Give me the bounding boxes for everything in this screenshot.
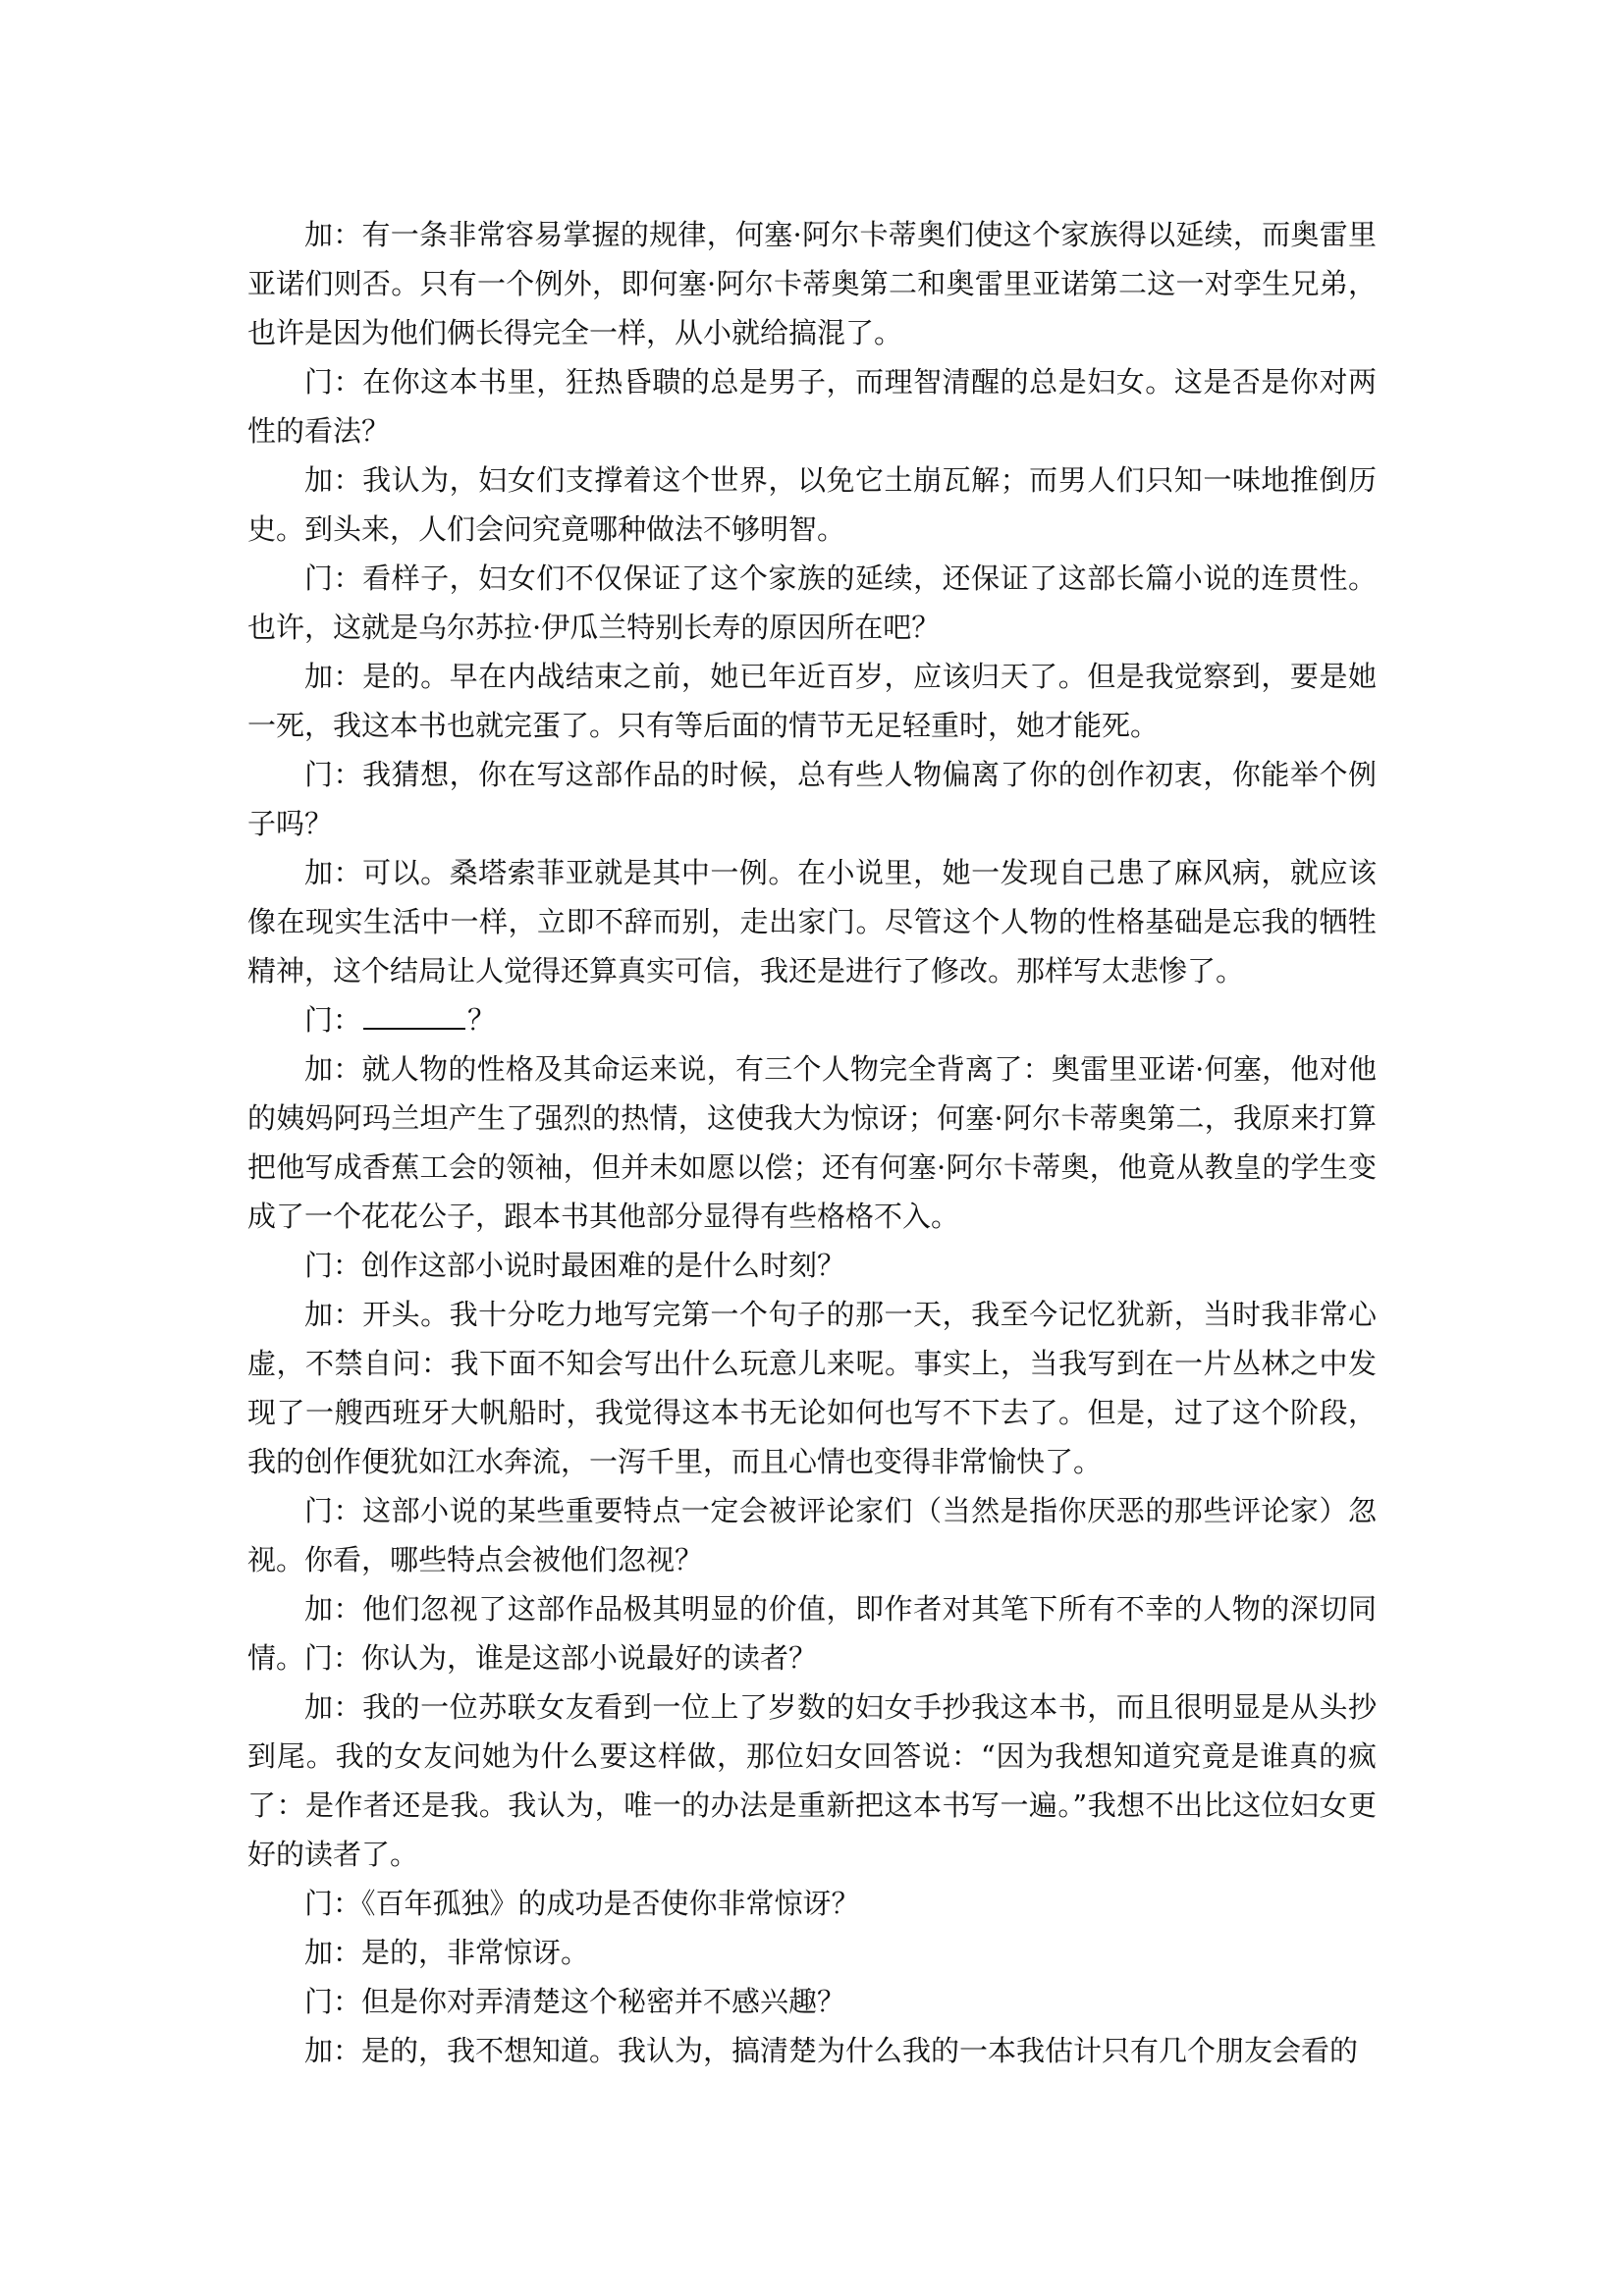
paragraph-text: 他们忽视了这部作品极其明显的价值，即作者对其笔下所有不幸的人物的深切同情。门：你认为，谁是这部小说最好的读者？ (247, 1592, 1377, 1675)
paragraph-15 (247, 1879, 1377, 1928)
separator: ： (333, 463, 363, 497)
paragraph-6 (247, 750, 1377, 848)
speaker-label: 加 (304, 1298, 334, 1331)
question-mark: ？ (467, 1003, 497, 1037)
separator: ： (333, 1887, 362, 1920)
speaker-label: 加 (304, 2034, 334, 2067)
speaker-label: 加 (304, 660, 334, 693)
speaker-label: 加 (304, 1936, 334, 1969)
paragraph-1 (247, 210, 1377, 357)
separator: ： (333, 561, 363, 595)
separator: ： (333, 856, 363, 889)
paragraph-4 (247, 554, 1377, 652)
paragraph-text: 是的，我不想知道。我认为，搞清楚为什么我的一本我估计只有几个朋友会看的 (361, 2034, 1359, 2067)
paragraph-text: 我的一位苏联女友看到一位上了岁数的妇女手抄我这本书，而且很明显是从头抄到尾。我的女友问她为什么要这样做，那位妇女回答说：“因为我想知道究竟是谁真的疯了：是作者还是我。我认为，唯一的办法是重新把这本书写一遍。”我想不出比这位妇女更好的读者了。 (247, 1690, 1377, 1871)
paragraph-2 (247, 357, 1377, 455)
separator: ： (333, 218, 362, 251)
speaker-label: 加 (304, 218, 334, 251)
paragraph-3 (247, 455, 1377, 554)
paragraph-text: 我猜想，你在写这部作品的时候，总有些人物偏离了你的创作初衷，你能举个例子吗？ (247, 758, 1377, 840)
separator: ： (333, 1003, 362, 1037)
paragraph-7 (247, 848, 1377, 995)
paragraph-13 (247, 1584, 1377, 1682)
paragraph-text: 就人物的性格及其命运来说，有三个人物完全背离了：奥雷里亚诺·何塞，他对他的姨妈阿玛兰坦产生了强烈的热情，这使我大为惊讶；何塞·阿尔卡蒂奥第二，我原来打算把他写成香蕉工会的领袖，但并未如愿以偿；还有何塞·阿尔卡蒂奥，他竟从教皇的学生变成了一个花花公子，跟本书其他部分显得有些格格不入。 (247, 1052, 1377, 1233)
paragraph-text: 创作这部小说时最困难的是什么时刻？ (361, 1249, 846, 1282)
separator: ： (333, 1690, 363, 1724)
separator: ： (333, 2034, 362, 2067)
speaker-label: 门 (304, 1985, 334, 2018)
paragraph-text: 但是你对弄清楚这个秘密并不感兴趣？ (361, 1985, 846, 2018)
speaker-label: 加 (304, 463, 334, 497)
paragraph-18 (247, 2026, 1377, 2075)
paragraph-text: 《百年孤独》的成功是否使你非常惊讶？ (361, 1887, 860, 1920)
speaker-label: 门 (304, 1494, 334, 1527)
paragraph-10 (247, 1241, 1377, 1290)
speaker-label: 门 (304, 1887, 334, 1920)
paragraph-text: 是的。早在内战结束之前，她已年近百岁，应该归天了。但是我觉察到，要是她一死，我这本书也就完蛋了。只有等后面的情节无足轻重时，她才能死。 (247, 660, 1377, 742)
speaker-label: 加 (304, 1690, 334, 1724)
separator: ： (333, 758, 363, 791)
paragraph-text: 这部小说的某些重要特点一定会被评论家们（当然是指你厌恶的那些评论家）忽视。你看，哪些特点会被他们忽视？ (247, 1494, 1377, 1576)
paragraph-text: 我认为，妇女们支撑着这个世界，以免它土崩瓦解；而男人们只知一味地推倒历史。到头来，人们会问究竟哪种做法不够明智。 (247, 463, 1377, 546)
paragraph-9 (247, 1044, 1377, 1241)
separator: ： (333, 1052, 362, 1086)
speaker-label: 门 (304, 561, 334, 595)
speaker-label: 加 (304, 856, 334, 889)
paragraph-text: 可以。桑塔索菲亚就是其中一例。在小说里，她一发现自己患了麻风病，就应该像在现实生活中一样，立即不辞而别，走出家门。尽管这个人物的性格基础是忘我的牺牲精神，这个结局让人觉得还算真实可信，我还是进行了修改。那样写太悲惨了。 (247, 856, 1377, 988)
speaker-label: 门 (304, 365, 334, 399)
paragraph-text: 在你这本书里，狂热昏聩的总是男子，而理智清醒的总是妇女。这是否是你对两性的看法？ (247, 365, 1377, 448)
paragraph-text: 有一条非常容易掌握的规律，何塞·阿尔卡蒂奥们使这个家族得以延续，而奥雷里亚诺们则否。只有一个例外，即何塞·阿尔卡蒂奥第二和奥雷里亚诺第二这一对孪生兄弟，也许是因为他们俩长得完全一样，从小就给搞混了。 (247, 218, 1377, 349)
paragraph-17 (247, 1977, 1377, 2026)
separator: ： (333, 1985, 362, 2018)
separator: ： (333, 365, 363, 399)
speaker-label: 加 (304, 1592, 334, 1626)
paragraph-text: 看样子，妇女们不仅保证了这个家族的延续，还保证了这部长篇小说的连贯性。也许，这就是乌尔苏拉·伊瓜兰特别长寿的原因所在吧？ (247, 561, 1377, 644)
paragraph-text: 是的，非常惊讶。 (361, 1936, 590, 1969)
paragraph-5 (247, 652, 1377, 750)
paragraph-8-question-blank (247, 995, 1377, 1044)
speaker-label: 门 (304, 1003, 334, 1037)
interview-text (247, 210, 1377, 2075)
fill-in-blank (363, 1004, 465, 1030)
paragraph-16 (247, 1928, 1377, 1977)
separator: ： (333, 1936, 362, 1969)
separator: ： (333, 1592, 363, 1626)
separator: ： (333, 660, 363, 693)
speaker-label: 门 (304, 1249, 334, 1282)
paragraph-12 (247, 1486, 1377, 1584)
separator: ： (333, 1249, 362, 1282)
paragraph-14 (247, 1682, 1377, 1879)
separator: ： (333, 1298, 363, 1331)
separator: ： (333, 1494, 363, 1527)
paragraph-text: 开头。我十分吃力地写完第一个句子的那一天，我至今记忆犹新，当时我非常心虚，不禁自问：我下面不知会写出什么玩意儿来呢。事实上，当我写到在一片丛林之中发现了一艘西班牙大帆船时，我觉得这本书无论如何也写不下去了。但是，过了这个阶段，我的创作便犹如江水奔流，一泻千里，而且心情也变得非常愉快了。 (247, 1298, 1377, 1478)
speaker-label: 加 (304, 1052, 334, 1086)
paragraph-11 (247, 1290, 1377, 1486)
speaker-label: 门 (304, 758, 334, 791)
